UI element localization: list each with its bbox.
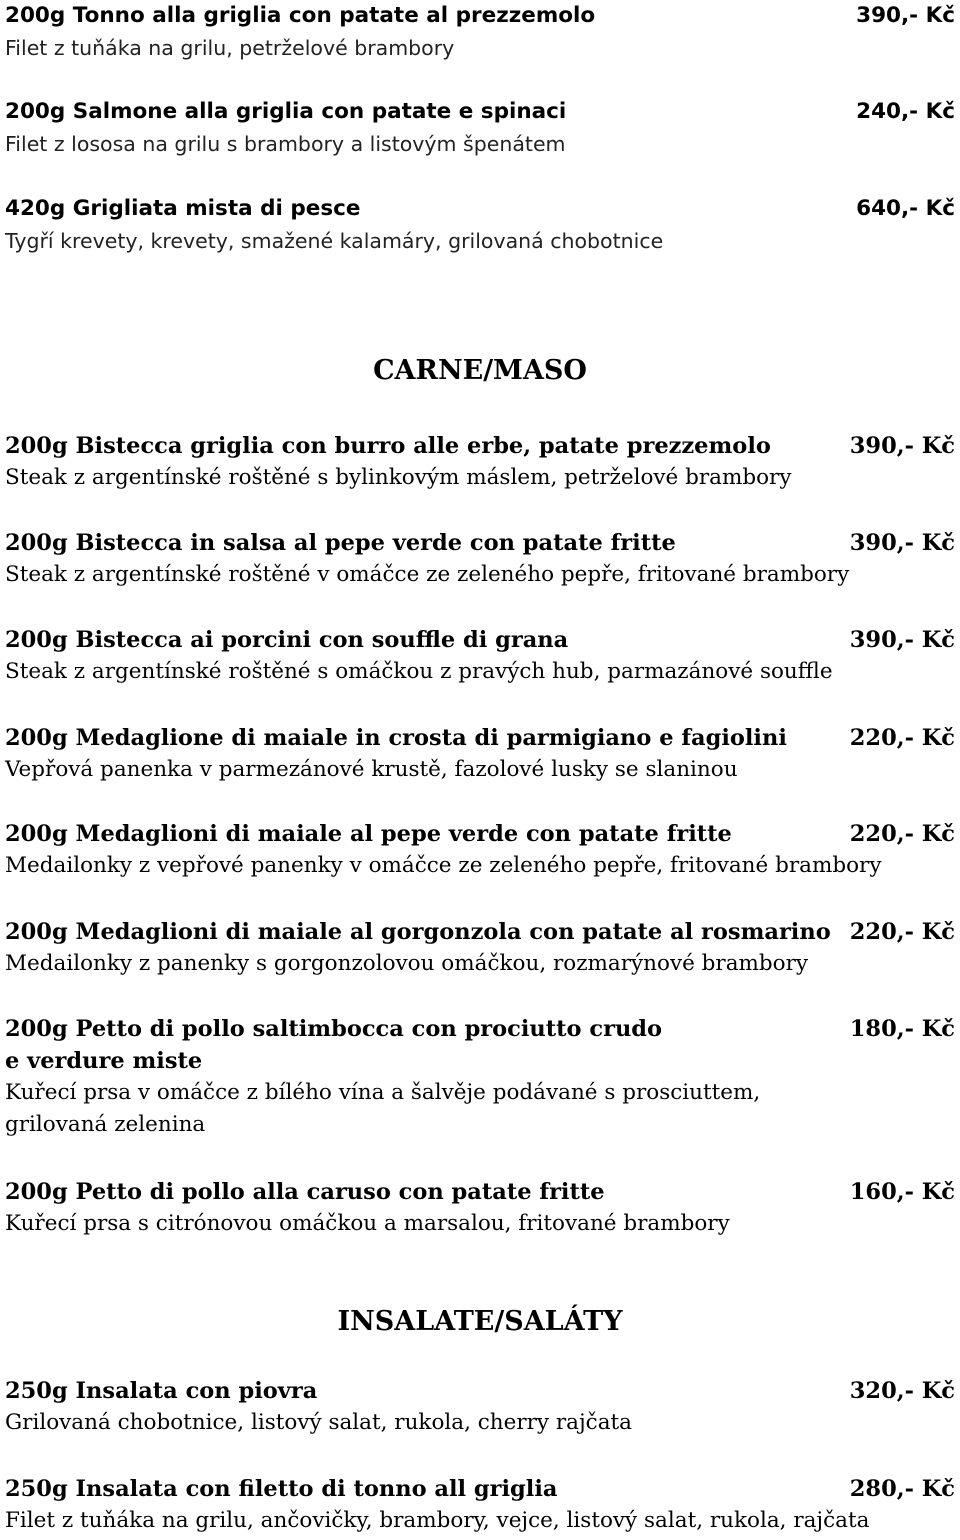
- item-description: Kuřecí prsa s citrónovou omáčkou a marsalou, fritované brambory: [5, 1211, 730, 1236]
- item-name: 200g Bistecca in salsa al pepe verde con patate fritte: [5, 530, 676, 556]
- item-price: 390,- Kč: [849, 530, 955, 556]
- menu-item: [5, 193, 955, 257]
- item-name: 200g Salmone alla griglia con patate e spinaci: [5, 99, 567, 124]
- item-description: Filet z tuňáka na grilu, ančovičky, brambory, vejce, listový salat, rukola, rajčata: [5, 1508, 870, 1533]
- menu-item: [5, 430, 955, 494]
- menu-item: [5, 1473, 955, 1537]
- menu-item: [5, 818, 955, 882]
- item-name-continued: e verdure miste: [5, 1048, 203, 1074]
- item-price: 280,- Kč: [849, 1476, 955, 1502]
- item-name: 200g Petto di pollo saltimbocca con prociutto crudo: [5, 1016, 663, 1042]
- item-price: 180,- Kč: [849, 1016, 955, 1042]
- item-description: Tygří krevety, krevety, smažené kalamáry, grilovaná chobotnice: [5, 229, 664, 253]
- item-description: Medailonky z vepřové panenky v omáčce ze zeleného pepře, fritované brambory: [5, 853, 882, 878]
- item-price: 390,- Kč: [849, 627, 955, 653]
- item-description: Steak z argentínské roštěné s omáčkou z pravých hub, parmazánové souffle: [5, 659, 833, 684]
- item-name: 200g Medaglioni di maiale al pepe verde con patate fritte: [5, 821, 732, 847]
- item-description: Grilovaná chobotnice, listový salat, rukola, cherry rajčata: [5, 1410, 632, 1435]
- menu-item: [5, 527, 955, 591]
- item-description: Filet z tuňáka na grilu, petrželové brambory: [5, 36, 455, 60]
- item-description: Medailonky z panenky s gorgonzolovou omáčkou, rozmarýnové brambory: [5, 951, 809, 976]
- item-price: 220,- Kč: [849, 725, 955, 751]
- item-price: 240,- Kč: [856, 99, 955, 124]
- menu-item: [5, 722, 955, 786]
- menu-item: [5, 1375, 955, 1439]
- item-price: 640,- Kč: [856, 196, 955, 221]
- item-price: 220,- Kč: [849, 919, 955, 945]
- item-description: Kuřecí prsa v omáčce z bílého vína a šalvěje podávané s prosciuttem,: [5, 1080, 761, 1105]
- item-description: Filet z lososa na grilu s brambory a listovým špenátem: [5, 132, 566, 156]
- item-name: 250g Insalata con filetto di tonno all griglia: [5, 1476, 558, 1502]
- item-name: 200g Medaglione di maiale in crosta di parmigiano e fagiolini: [5, 725, 787, 751]
- item-price: 320,- Kč: [849, 1378, 955, 1404]
- section-heading-insalate: INSALATE/SALÁTY: [337, 1306, 623, 1337]
- item-description: Vepřová panenka v parmezánové krustě, fazolové lusky se slaninou: [5, 757, 738, 782]
- item-description: Steak z argentínské roštěné s bylinkovým máslem, petrželové brambory: [5, 465, 792, 490]
- item-price: 220,- Kč: [849, 821, 955, 847]
- menu-item: [5, 916, 955, 980]
- item-name: 200g Medaglioni di maiale al gorgonzola con patate al rosmarino: [5, 919, 831, 945]
- item-name: 250g Insalata con piovra: [5, 1378, 318, 1404]
- item-price: 390,- Kč: [849, 433, 955, 459]
- item-description: Steak z argentínské roštěné v omáčce ze zeleného pepře, fritované brambory: [5, 562, 850, 587]
- item-name: 200g Bistecca ai porcini con souffle di grana: [5, 627, 569, 653]
- menu-item: [5, 1176, 955, 1240]
- menu-item: [5, 1013, 955, 1141]
- item-name: 200g Tonno alla griglia con patate al prezzemolo: [5, 3, 596, 28]
- section-heading-carne: CARNE/MASO: [373, 355, 587, 386]
- menu-item: [5, 624, 955, 688]
- item-name: 200g Bistecca griglia con burro alle erbe, patate prezzemolo: [5, 433, 771, 459]
- item-price: 160,- Kč: [849, 1179, 955, 1205]
- menu-item: [5, 96, 955, 160]
- item-description-continued: grilovaná zelenina: [5, 1112, 206, 1137]
- item-price: 390,- Kč: [856, 3, 955, 28]
- item-name: 200g Petto di pollo alla caruso con patate fritte: [5, 1179, 605, 1205]
- menu-item: [5, 0, 955, 64]
- item-name: 420g Grigliata mista di pesce: [5, 196, 361, 221]
